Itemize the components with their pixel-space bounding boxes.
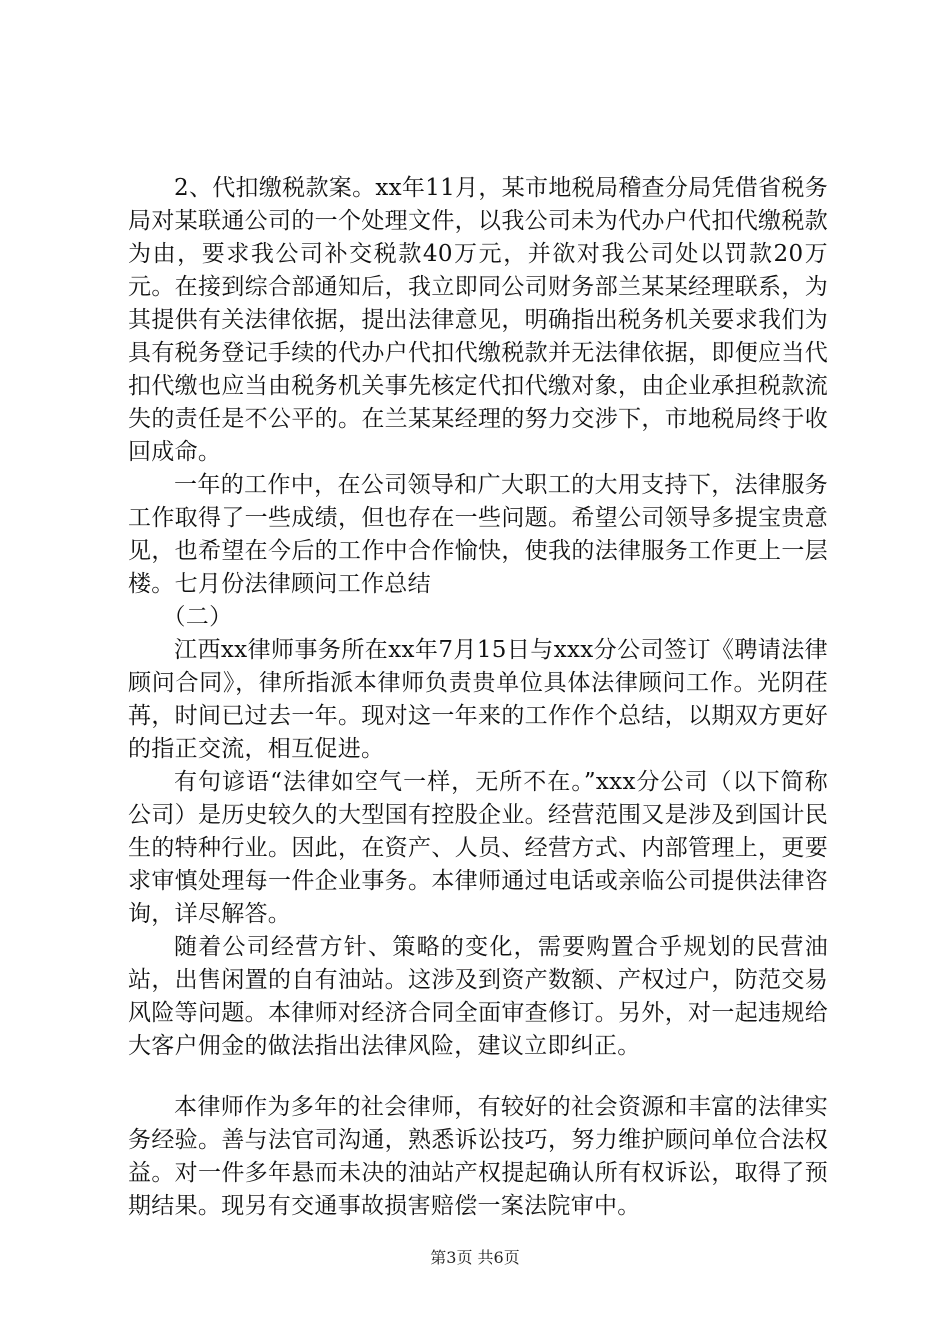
section-heading: （二） (162, 604, 233, 630)
paragraph-tax-withholding-case: 2、代扣缴税款案。xx年11月，某市地税局稽查分局凭借省税务局对某联通公司的一个处理文件，以我公司未为代办户代扣代缴税款为由，要求我公司补交税款40万元，并欲对我公司处以罚款20万元。在接到综合部通知后，我立即同公司财务部兰某某经理联系，为其提供有关法律依据，提出法律意见，明确指出税务机关要求我们为具有税务登记手续的代办户代扣代缴税款并无法律依据，即便应当代扣代缴也应当由税务机关事先核定代扣代缴对象，由企业承担税款流失的责任是不公平的。在兰某某经理的努力交涉下，市地税局终于收回成命。 (128, 175, 828, 465)
page-number-footer: 第3页 共6页 (430, 1248, 520, 1267)
paragraph-litigation: 本律师作为多年的社会律师，有较好的社会资源和丰富的法律实务经验。善与法官司沟通，熟悉诉讼技巧，努力维护顾问单位合法权益。对一件多年悬而未决的油站产权提起确认所有权诉讼，取得了预期结果。现另有交通事故损害赔偿一案法院审中。 (128, 1094, 828, 1219)
paragraph-contract-intro: 江西xx律师事务所在xx年7月15日与xxx分公司签订《聘请法律顾问合同》，律所指派本律师负责贵单位具体法律顾问工作。光阴荏苒，时间已过去一年。现对这一年来的工作作个总结，以期双方更好的指正交流，相互促进。 (128, 637, 828, 762)
document-body (128, 172, 828, 1223)
paragraph-legal-consulting: 有句谚语“法律如空气一样，无所不在。”xxx分公司（以下简称公司）是历史较久的大型国有控股企业。经营范围又是涉及到国计民生的特种行业。因此，在资产、人员、经营方式、内部管理上，更要求审慎处理每一件企业事务。本律师通过电话或亲临公司提供法律咨询，详尽解答。 (128, 769, 828, 927)
paragraph-contract-review: 随着公司经营方针、策略的变化，需要购置合乎规划的民营油站，出售闲置的自有油站。这涉及到资产数额、产权过户，防范交易风险等问题。本律师对经济合同全面审查修订。另外，对一起违规给大客户佣金的做法指出法律风险，建议立即纠正。 (128, 934, 828, 1059)
paragraph-year-summary: 一年的工作中，在公司领导和广大职工的大用支持下，法律服务工作取得了一些成绩，但也存在一些问题。希望公司领导多提宝贵意见，也希望在今后的工作中合作愉快，使我的法律服务工作更上一层楼。七月份法律顾问工作总结 (128, 472, 828, 597)
